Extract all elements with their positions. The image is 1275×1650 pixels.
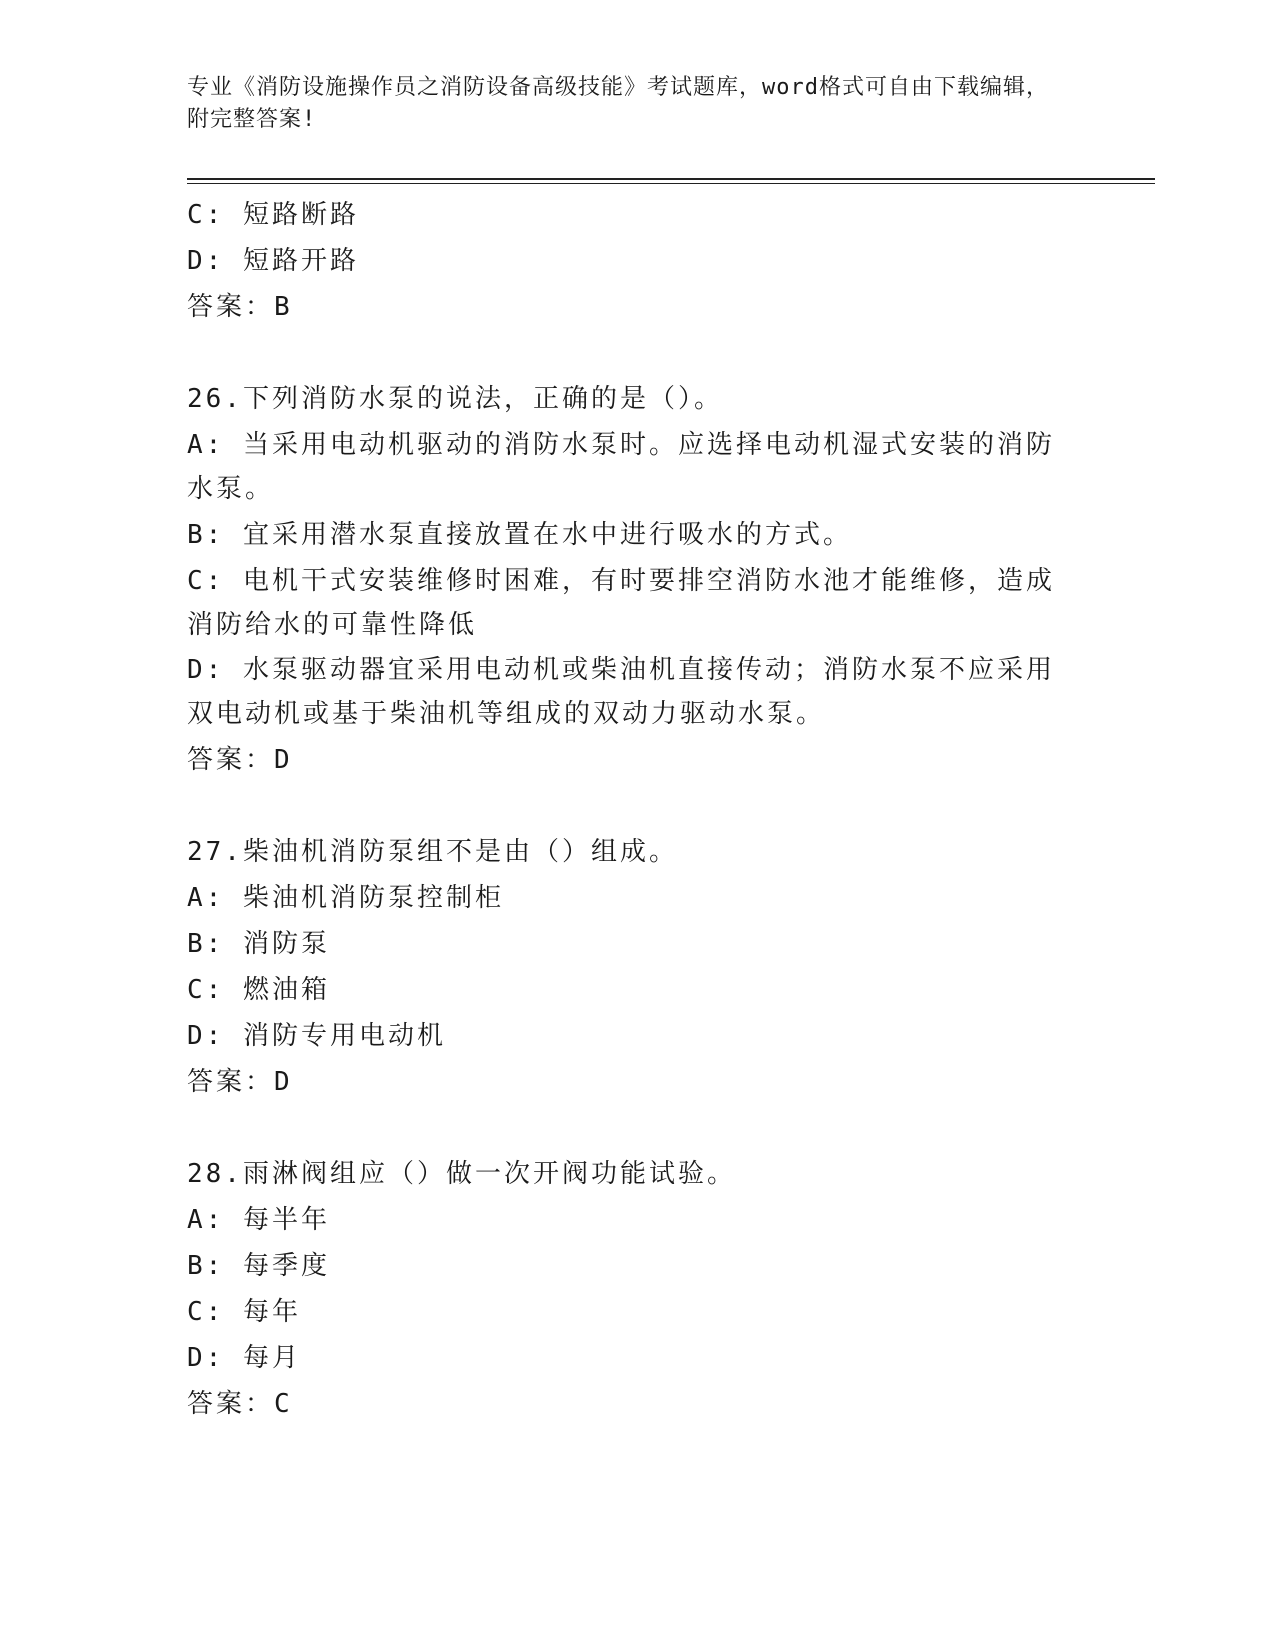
option-a: A: 柴油机消防泵控制柜 [187, 883, 504, 913]
spacer [187, 330, 1067, 376]
spacer [187, 783, 1067, 829]
option-c: C: 短路断路 [187, 200, 359, 230]
spacer [187, 1105, 1067, 1151]
option-c: C: 燃油箱 [187, 975, 330, 1005]
question-26 [187, 376, 1067, 783]
previous-question-tail [187, 192, 1067, 330]
answer-line: 答案：C [187, 1389, 293, 1419]
option-c: C: 每年 [187, 1297, 301, 1327]
question-stem: 27.柴油机消防泵组不是由（）组成。 [187, 837, 678, 867]
option-b: B: 宜采用潜水泵直接放置在水中进行吸水的方式。 [187, 520, 852, 550]
header-divider-thick [187, 178, 1155, 180]
question-stem: 26.下列消防水泵的说法，正确的是（）。 [187, 384, 723, 414]
option-b: B: 每季度 [187, 1251, 330, 1281]
option-a: A: 每半年 [187, 1205, 330, 1235]
answer-line: 答案：B [187, 292, 293, 322]
answer-line: 答案：D [187, 745, 293, 775]
question-content [187, 192, 1067, 1427]
question-27 [187, 829, 1067, 1105]
option-c: C: 电机干式安装维修时困难，有时要排空消防水池才能维修，造成消防给水的可靠性降低 [187, 566, 1055, 640]
question-stem: 28.雨淋阀组应（）做一次开阀功能试验。 [187, 1159, 736, 1189]
option-a: A: 当采用电动机驱动的消防水泵时。应选择电动机湿式安装的消防水泵。 [187, 430, 1055, 504]
header-divider-thin [187, 183, 1155, 184]
question-28 [187, 1151, 1067, 1427]
option-d: D: 每月 [187, 1343, 301, 1373]
answer-line: 答案：D [187, 1067, 293, 1097]
document-header: 专业《消防设施操作员之消防设备高级技能》考试题库，word格式可自由下载编辑，附完整答案! [187, 75, 1049, 132]
option-d: D: 消防专用电动机 [187, 1021, 446, 1051]
option-d: D: 短路开路 [187, 246, 359, 276]
option-d: D: 水泵驱动器宜采用电动机或柴油机直接传动；消防水泵不应采用双电动机或基于柴油机等组成的双动力驱动水泵。 [187, 655, 1055, 729]
option-b: B: 消防泵 [187, 929, 330, 959]
